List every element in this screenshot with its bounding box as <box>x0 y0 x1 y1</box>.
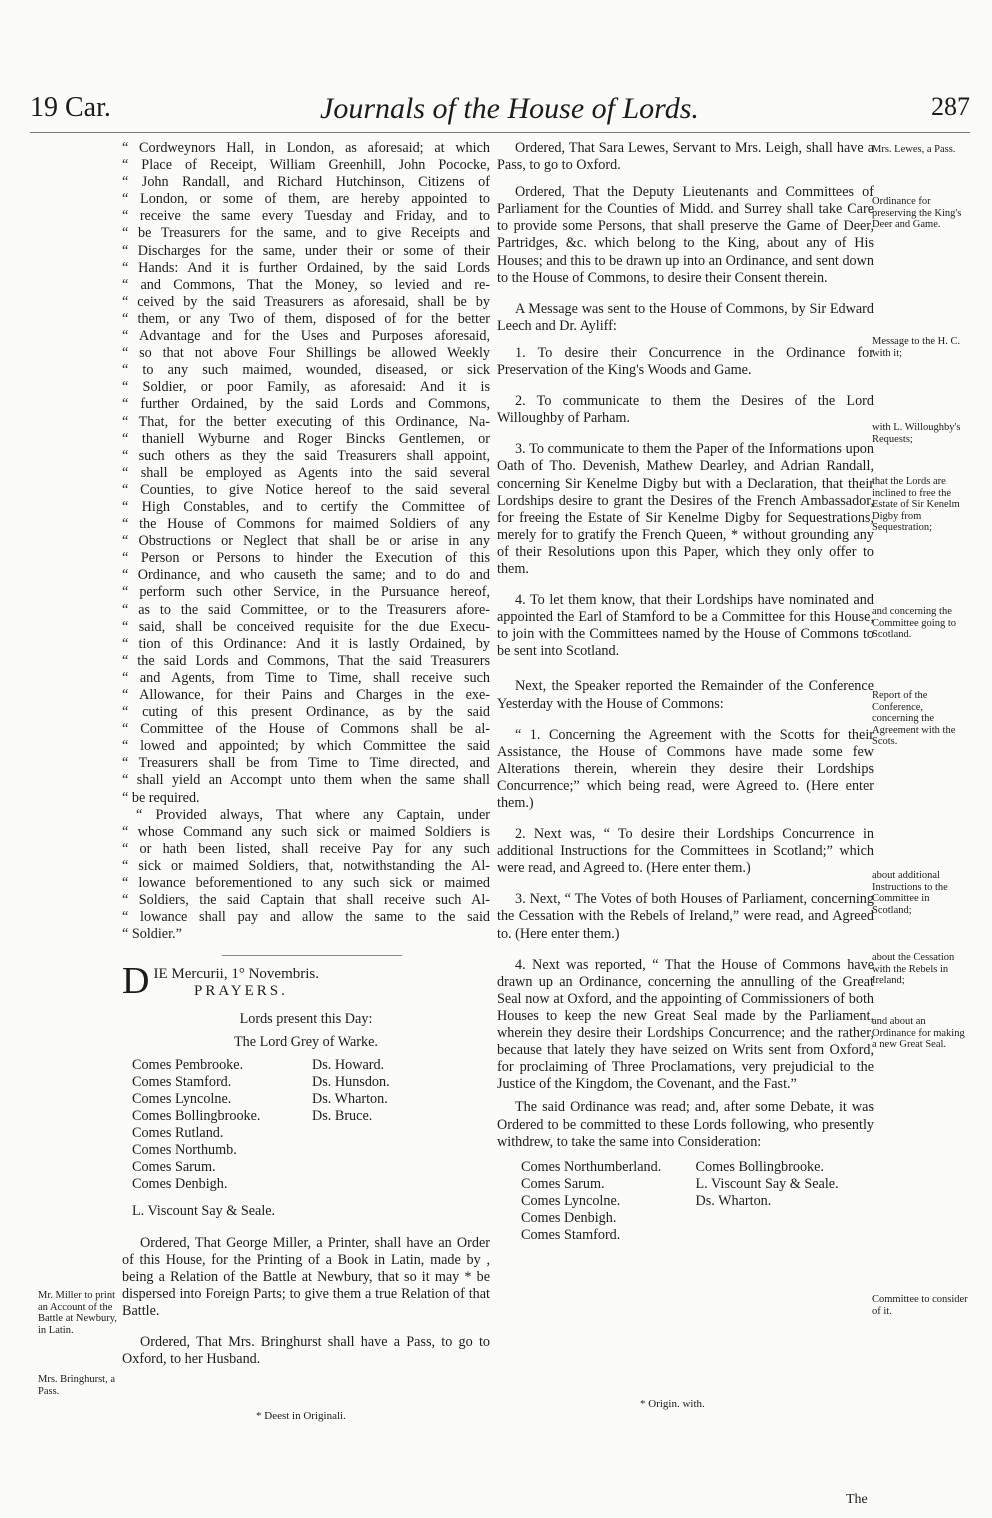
text-line: “ Advantage and for the Uses and Purposes aforesaid, <box>122 328 490 345</box>
lord-name: Comes Bollingbrooke. <box>132 1107 261 1124</box>
text-line: “ further Ordained, by the said Lords and Commons, <box>122 396 490 413</box>
text-line: “ perform such other Service, in the Pursuance hereof, <box>122 584 490 601</box>
lewes-order: Ordered, That Sara Lewes, Servant to Mrs. Leigh, shall have a Pass, to go to Oxford. <box>497 140 874 174</box>
message-item-3: 3. To communicate to them the Paper of the Informations upon Oath of Tho. Devenish, Mathew Dearley, and Adrian Randall, concerning Sir Kenelme Digby but with a Declaration, that their Lordships desire to grant the Desires of the French Ambassador, for freeing the Estate of Sir Kenelme Digby for Sequestrations, merely for to gratify the French Queen, * without grounding any of their Resolutions upon this Paper, which they only offer to them. <box>497 441 874 577</box>
text-line: “ whose Command any such sick or maimed Soldiers is <box>122 823 490 840</box>
committee-member: Comes Northumberland. <box>521 1158 662 1175</box>
miller-order: Ordered, That George Miller, a Printer, shall have an Order of this House, for the Printing of a Book in Latin, made by , being a Relation of the Battle at Newbury, that so it may * be dispersed into Foreign Parts; to give them a true Relation of that Battle. <box>122 1234 490 1319</box>
message-item-4: 4. To let them know, that their Lordships have nominated and appointed the Earl of Stamford to be a Committee for this House, to join with the Committees named by the House of Commons to be sent into Scotland. <box>497 592 874 660</box>
text-line: “ so that not above Four Shillings be allowed Weekly <box>122 345 490 362</box>
text-line: “ lowance beforementioned to any such sick or maimed <box>122 875 490 892</box>
text-line: “ Cordweynors Hall, in London, as aforesaid; at which <box>122 140 490 156</box>
committee-member: Comes Sarum. <box>521 1175 605 1192</box>
text-line: “ to any such maimed, wounded, diseased, or sick <box>122 362 490 379</box>
margin-note-seal: and about an Ordinance for making a new Great Seal. <box>872 1016 965 1050</box>
text-line: “ Obstructions or Neglect that shall be or arise in any <box>122 533 490 550</box>
lords-present-list <box>122 1057 490 1194</box>
lord-name: Comes Sarum. <box>132 1159 216 1176</box>
viscount-line: L. Viscount Say & Seale. <box>132 1203 276 1220</box>
text-line: “ thaniell Wyburne and Roger Bincks Gentlemen, or <box>122 430 490 447</box>
lord-name: Ds. Howard. <box>312 1056 385 1073</box>
text-line: “ Discharges for the same, under their or some of their <box>122 242 490 259</box>
lord-name: Ds. Wharton. <box>312 1090 388 1107</box>
day-heading <box>122 960 490 1003</box>
drop-cap: D <box>122 960 150 1003</box>
lord-name: Ds. Bruce. <box>312 1107 373 1124</box>
margin-note-lewes: Mrs. Lewes, a Pass. <box>872 144 956 155</box>
margin-note-committee: and concerning the Committee going to Scotland. <box>872 606 956 640</box>
right-column <box>497 140 874 1244</box>
text-line: “ the House of Commons for maimed Soldiers of any <box>122 516 490 533</box>
right-footnote: * Origin. with. <box>640 1398 705 1410</box>
left-column <box>122 140 490 1368</box>
text-line: “ the said Lords and Commons, That the said Treasurers <box>122 652 490 669</box>
margin-note-instructions: about additional Instructions to the Committee in Scotland; <box>872 870 948 916</box>
margin-note-consider: Committee to consider of it. <box>872 1294 968 1317</box>
text-line: “ them, or any Two of them, disposed of for the better <box>122 310 490 327</box>
text-line: “ London, or some of them, are hereby appointed to <box>122 191 490 208</box>
text-line: “ Allowance, for their Pains and Charges in the exe- <box>122 687 490 703</box>
conference-item-3: 3. Next, “ The Votes of both Houses of Parliament, concerning the Cessation with the Rebels of Ireland,” were read, and Agreed to. (Here enter them.) <box>497 891 874 942</box>
conference-item-4: 4. Next was reported, “ That the House of Commons have drawn up an Ordinance, concerning the annulling of the Great Seal now at Oxford, and the appointing of Commissioners of both Houses to keep the new Great Seal made by the Parliament, wherein they desire their Lordships Concurrence; and the rather, because that lately they have seized on Writs sent from Oxford, for proclaiming of Three Proclamations, very prejudicial to the Justice of the Kingdom, the Covenant, and the Fast.” <box>497 956 874 1093</box>
margin-note-cessation: about the Cessation with the Rebels in Ireland; <box>872 952 955 986</box>
lord-name: Ds. Hunsdon. <box>312 1073 390 1090</box>
committee-member: Comes Bollingbrooke. <box>695 1158 824 1175</box>
conference-item-1: “ 1. Concerning the Agreement with the Scotts for their Assistance, the House of Commons have made some few Alterations therein, wherein they desire their Lordships Concurrence;” which being read, were Agreed to. (Here enter them.) <box>497 726 874 811</box>
text-line: “ be required. <box>122 789 200 806</box>
ordinance-continuation <box>122 140 490 943</box>
committee-member: Comes Lyncolne. <box>521 1192 621 1209</box>
page-header <box>30 92 970 132</box>
margin-note-report: Report of the Conference, concerning the Agreement with the Scots. <box>872 690 956 747</box>
lord-name: Comes Northumb. <box>132 1142 237 1159</box>
committee-member: Ds. Wharton. <box>695 1192 772 1209</box>
speaker-report: Next, the Speaker reported the Remainder of the Conference Yesterday with the House of Commons: <box>497 678 874 712</box>
lords-present-heading: Lords present this Day: <box>239 1010 373 1027</box>
committee-list <box>521 1159 874 1244</box>
margin-note-willoughby: with L. Willoughby's Requests; <box>872 422 961 445</box>
lords-earls <box>132 1057 312 1194</box>
text-line: “ tion of this Ordinance: And it is lastly Ordained, by <box>122 635 490 652</box>
text-line: “ Committee of the House of Commons shall be al- <box>122 721 490 738</box>
margin-note-digby: that the Lords are inclined to free the Estate of Sir Kenelm Digby from Sequestration; <box>872 476 960 533</box>
text-line: “ That, for the better executing of this Ordinance, Na- <box>122 413 490 430</box>
text-line: “ Counties, to give Notice hereof to the said several <box>122 481 490 498</box>
lord-speaker: The Lord Grey of Warke. <box>234 1033 378 1050</box>
deer-order: Ordered, That the Deputy Lieutenants and Committees of Parliament for the Counties of Midd. and Surrey shall take Care to provide some Persons, that shall preserve the Game of Deer, Partridges, &c. which belong to the King, about any of His Houses; and this to be drawn up into an Ordinance, and sent down to the House of Commons, to desire their Consent therein. <box>497 184 874 286</box>
text-line: “ cuting of this present Ordinance, as by the said <box>122 704 490 721</box>
text-line: “ lowance shall pay and allow the same to the said <box>122 909 490 926</box>
lords-barons <box>312 1057 472 1194</box>
lord-name: Comes Stamford. <box>132 1073 232 1090</box>
text-line: “ and Commons, That the Money, so levied and re- <box>122 276 490 293</box>
regnal-year: 19 Car. <box>30 92 111 123</box>
text-line: “ Place of Receipt, William Greenhill, John Pococke, <box>122 157 490 174</box>
page-number: 287 <box>931 92 970 121</box>
prayers-heading: PRAYERS. <box>194 983 288 1000</box>
text-line: “ shall be employed as Agents into the said several <box>122 464 490 481</box>
margin-note-message: Message to the H. C. with it; <box>872 336 961 359</box>
margin-note-miller: Mr. Miller to print an Account of the Battle at Newbury, in Latin. <box>38 1290 117 1336</box>
text-line: “ Soldier, or poor Family, as aforesaid: And it is <box>122 379 490 396</box>
lord-name: Comes Denbigh. <box>132 1176 228 1193</box>
text-line: “ as to the said Committee, or to the Treasurers afore- <box>122 601 490 618</box>
text-line: “ Ordinance, and who causeth the same; and to do and <box>122 567 490 584</box>
margin-note-bringhurst: Mrs. Bringhurst, a Pass. <box>38 1374 115 1397</box>
committee-col-1 <box>521 1159 696 1244</box>
committee-member: Comes Denbigh. <box>521 1209 617 1226</box>
catchword: The <box>846 1492 868 1507</box>
committee-member: Comes Stamford. <box>521 1227 621 1244</box>
text-line: “ ceived by the said Treasurers as aforesaid, shall be by <box>122 293 490 310</box>
running-title: Journals of the House of Lords. <box>320 92 699 125</box>
committee-col-2 <box>696 1159 874 1244</box>
text-line: “ Person or Persons to hinder the Execution of this <box>122 550 490 567</box>
message: A Message was sent to the House of Commons, by Sir Edward Leech and Dr. Ayliff: <box>497 300 874 334</box>
text-line: “ Treasurers shall be from Time to Time directed, and <box>122 755 490 772</box>
day-heading-text: IE Mercurii, 1° Novembris. <box>153 966 319 983</box>
bringhurst-order: Ordered, That Mrs. Bringhurst shall have a Pass, to go to Oxford, to her Husband. <box>122 1334 490 1368</box>
text-line: “ lowed and appointed; by which Committee the said <box>122 738 490 755</box>
text-line: “ shall yield an Accompt unto them when the same shall <box>122 772 490 789</box>
header-rule <box>30 132 970 133</box>
text-line: “ Soldier.” <box>122 926 182 943</box>
text-line: “ John Randall, and Richard Hutchinson, Citizens of <box>122 174 490 191</box>
margin-note-deer: Ordinance for preserving the King's Deer and Game. <box>872 196 962 230</box>
text-line: “ Provided always, That where any Captain, under <box>136 806 490 823</box>
text-line: “ Hands: And it is further Ordained, by the said Lords <box>122 259 490 276</box>
text-line: “ sick or maimed Soldiers, that, notwithstanding the Al- <box>122 857 490 874</box>
message-item-1: 1. To desire their Concurrence in the Ordinance for Preservation of the King's Woods and Game. <box>497 344 874 379</box>
text-line: “ and Agents, from Time to Time, shall receive such <box>122 669 490 686</box>
section-divider <box>222 955 402 956</box>
committee-member: L. Viscount Say & Seale. <box>695 1175 839 1192</box>
ordinance-read: The said Ordinance was read; and, after some Debate, it was Ordered to be committed to these Lords following, who presently withdrew, to take the same into Consideration: <box>497 1099 874 1150</box>
text-line: “ said, shall be conceived requisite for the due Execu- <box>122 618 490 635</box>
text-line: “ or hath been listed, shall receive Pay for any such <box>122 840 490 857</box>
lord-name: Comes Rutland. <box>132 1125 224 1142</box>
text-line: “ High Constables, and to certify the Committee of <box>122 498 490 515</box>
lord-name: Comes Pembrooke. <box>132 1056 244 1073</box>
text-line: “ receive the same every Tuesday and Friday, and to <box>122 208 490 225</box>
text-line: “ such others as they the said Treasurers shall appoint, <box>122 447 490 464</box>
lord-name: Comes Lyncolne. <box>132 1090 232 1107</box>
left-footnote: * Deest in Originali. <box>256 1410 346 1422</box>
text-line: “ be Treasurers for the same, and to give Receipts and <box>122 225 490 242</box>
text-line: “ Soldiers, the said Captain that shall receive such Al- <box>122 892 490 909</box>
message-item-2: 2. To communicate to them the Desires of the Lord Willoughby of Parham. <box>497 393 874 427</box>
conference-item-2: 2. Next was, “ To desire their Lordships Concurrence in additional Instructions for the Committees in Scotland;” which were read, and Agreed to. (Here enter them.) <box>497 826 874 877</box>
